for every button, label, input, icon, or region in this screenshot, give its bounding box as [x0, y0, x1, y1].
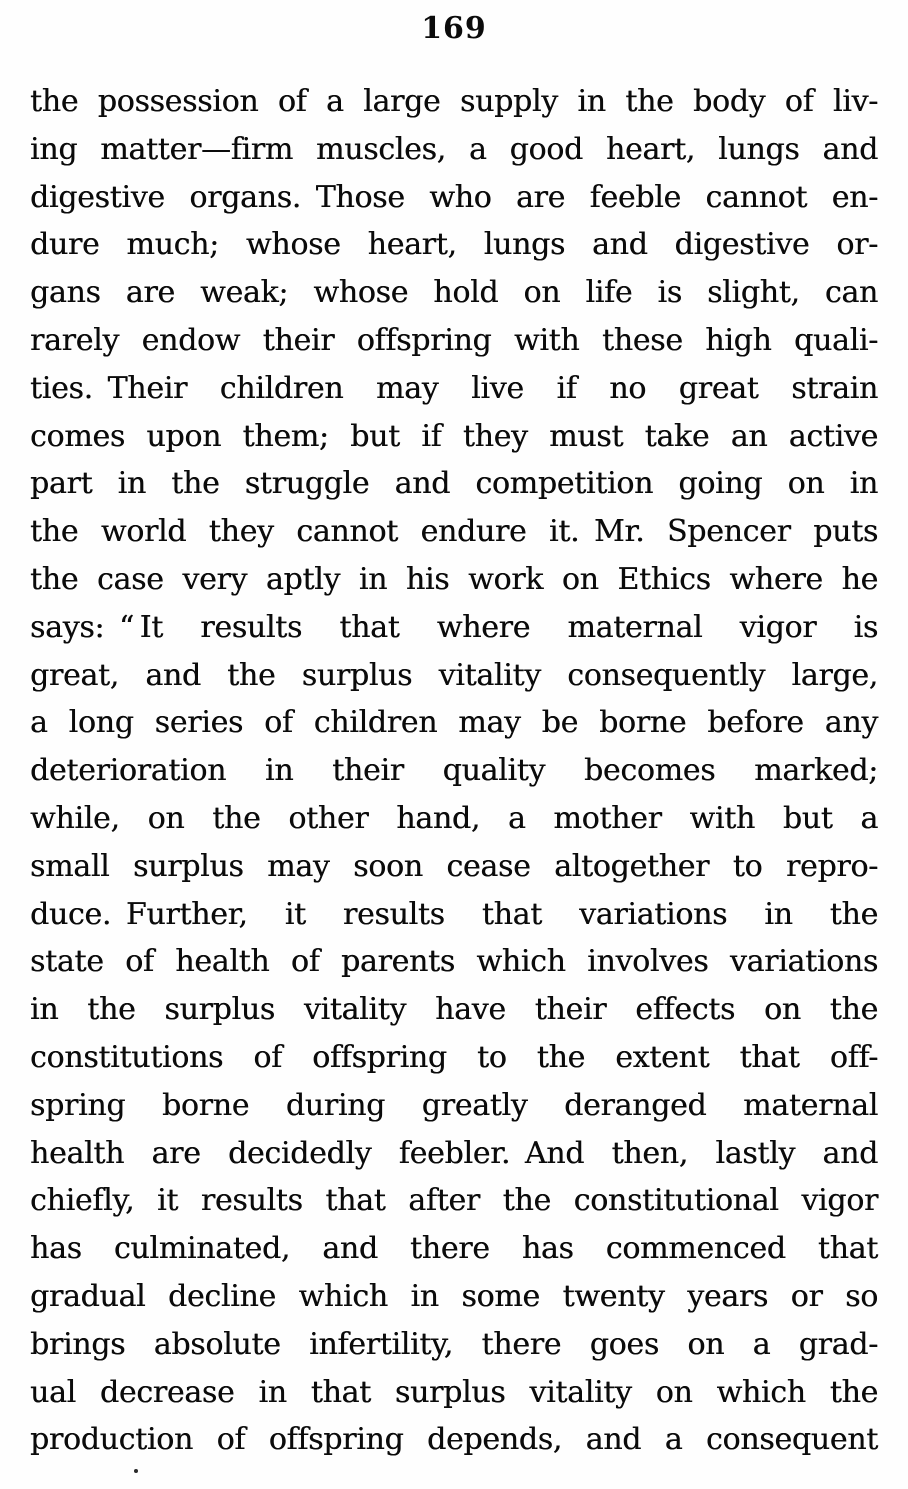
text-line: ties. Their children may live if no great strain — [30, 370, 878, 406]
text-line: chiefly, it results that after the constitutional vigor — [30, 1183, 878, 1219]
text-line: duce. Further, it results that variations in the — [30, 896, 878, 932]
text-line: part in the struggle and competition going on in — [30, 466, 878, 502]
text-line: small surplus may soon cease altogether to repro- — [30, 848, 878, 884]
text-line: gradual decline which in some twenty years or so — [30, 1278, 878, 1314]
text-line: gans are weak; whose hold on life is slight, can — [30, 275, 878, 311]
text-line: comes upon them; but if they must take an active — [30, 418, 878, 454]
text-line: deterioration in their quality becomes marked; — [30, 753, 878, 789]
text-line: has culminated, and there has commenced that — [30, 1231, 878, 1267]
text-line: spring borne during greatly deranged maternal — [30, 1087, 878, 1123]
text-line: state of health of parents which involves variations — [30, 944, 878, 980]
text-line: brings absolute infertility, there goes on a grad- — [30, 1326, 878, 1362]
text-line: the possession of a large supply in the body of liv- — [30, 84, 878, 119]
page-number: 169 — [421, 11, 487, 46]
text-line: constitutions of offspring to the extent that off- — [30, 1039, 878, 1075]
text-line: great, and the surplus vitality consequently large, — [30, 657, 878, 693]
text-line: a long series of children may be borne before any — [30, 705, 878, 741]
text-line: production of offspring depends, and a consequent — [30, 1422, 878, 1458]
text-line: ing matter—firm muscles, a good heart, lungs and — [30, 131, 878, 167]
text-line: says: “ It results that where maternal vigor is — [30, 609, 878, 645]
text-line: digestive organs. Those who are feeble cannot en- — [30, 179, 878, 215]
scan-speck — [134, 1469, 138, 1473]
text-line: while, on the other hand, a mother with but a — [30, 800, 878, 836]
text-line: dure much; whose heart, lungs and digestive or- — [30, 227, 878, 263]
text-line: the world they cannot endure it. Mr. Spencer puts — [30, 514, 878, 550]
body-text — [30, 78, 878, 1464]
text-line: rarely endow their offspring with these high quali- — [30, 322, 878, 358]
text-line: the case very aptly in his work on Ethics where he — [30, 561, 878, 597]
text-line: in the surplus vitality have their effects on the — [30, 992, 878, 1028]
text-line: ual decrease in that surplus vitality on which the — [30, 1374, 878, 1410]
text-line: health are decidedly feebler. And then, lastly and — [30, 1135, 878, 1171]
